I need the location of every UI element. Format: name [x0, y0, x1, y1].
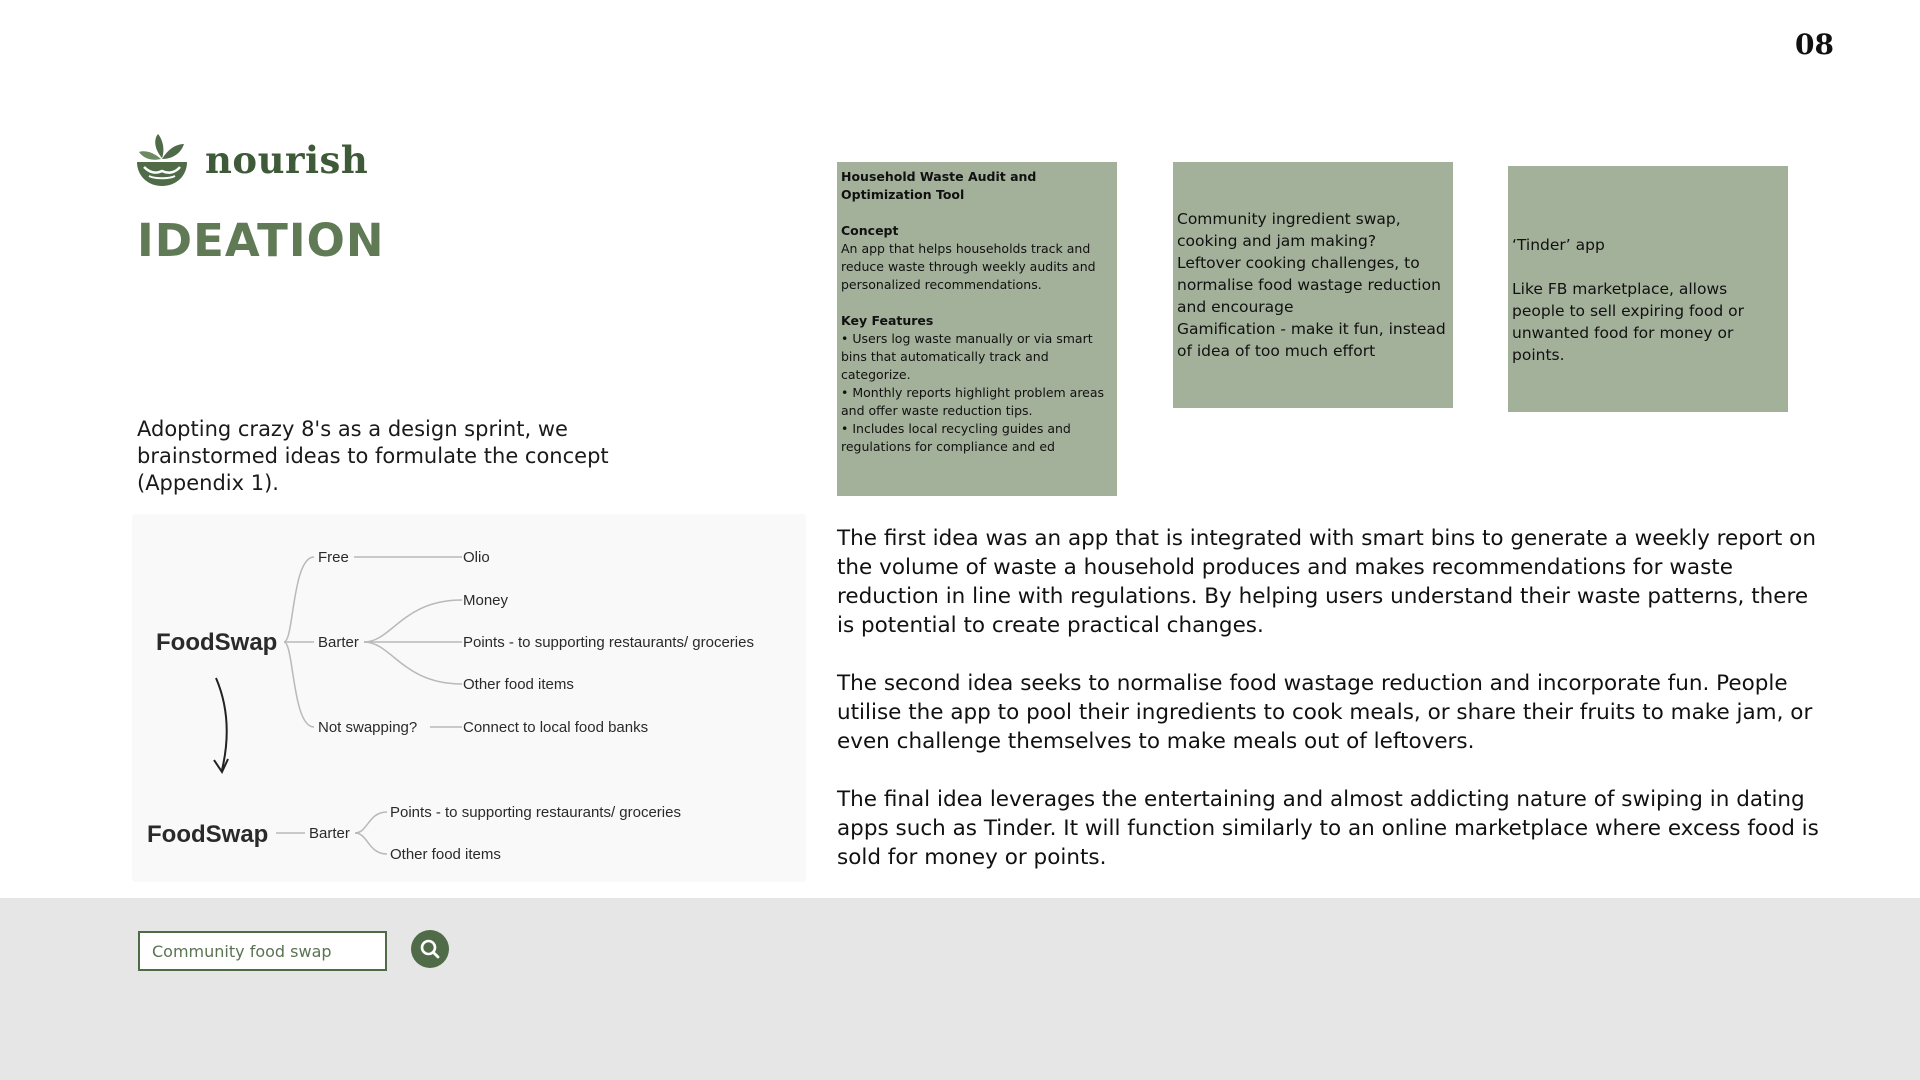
concept-text: An app that helps households track and reduce waste through weekly audits and personalized recommendations.: [841, 241, 1096, 292]
card-title: Household Waste Audit and Optimization Tool: [841, 169, 1037, 202]
branch-not-swapping: Not swapping?: [318, 719, 418, 736]
page-title: IDEATION: [137, 214, 385, 267]
card-line: Like FB marketplace, allows people to sell expiring food or unwanted food for money or points.: [1512, 280, 1745, 364]
down-arrow-icon: [216, 678, 227, 770]
leaf-food-banks: Connect to local food banks: [463, 719, 649, 736]
connector: [355, 833, 387, 854]
leaf-money: Money: [463, 592, 509, 609]
card-line: Gamification - make it fun, instead of idea of too much effort: [1177, 320, 1446, 360]
card-line: Leftover cooking challenges, to normalise food wastage reduction and encourage: [1177, 254, 1441, 316]
feature-item: • Users log waste manually or via smart bins that automatically track and categorize.: [841, 331, 1093, 382]
mind-map-diagram: [132, 514, 806, 882]
connector: [355, 812, 387, 833]
leaf-hands-bowl-icon: [135, 132, 189, 188]
brand-name: nourish: [205, 138, 369, 182]
feature-item: • Includes local recycling guides and regulations for compliance and ed: [841, 421, 1071, 454]
concept-heading: Concept: [841, 223, 899, 238]
bottom-branch-barter: Barter: [309, 825, 350, 842]
features-heading: Key Features: [841, 313, 934, 328]
card-line: Community ingredient swap, cooking and jam making?: [1177, 210, 1401, 250]
leaf-points: Points - to supporting restaurants/ groceries: [463, 634, 754, 651]
mind-map: [132, 514, 806, 882]
idea-card-waste-audit: [837, 162, 1117, 496]
search-icon: [418, 937, 442, 961]
branch-free: Free: [318, 549, 349, 566]
branch-barter: Barter: [318, 634, 359, 651]
card-line: ‘Tinder’ app: [1512, 236, 1605, 254]
connector: [364, 600, 462, 642]
search-button[interactable]: [411, 930, 449, 968]
feature-item: • Monthly reports highlight problem areas and offer waste reduction tips.: [841, 385, 1105, 418]
paragraph-first-idea: The first idea was an app that is integrated with smart bins to generate a weekly report on the volume of waste a household produces and makes recommendations for waste reduction in line with regulations. By helping users understand their waste patterns, there is potential to create practical changes.: [837, 526, 1816, 638]
paragraph-final-idea: The final idea leverages the entertaining and almost addicting nature of swiping in dating apps such as Tinder. It will function similarly to an online marketplace where excess food is sold for money or points.: [837, 787, 1819, 870]
leaf-olio: Olio: [463, 549, 490, 566]
paragraph-second-idea: The second idea seeks to normalise food wastage reduction and incorporate fun. People utilise the app to pool their ingredients to cook meals, or share their fruits to make jam, or even challenge themselves to make meals out of leftovers.: [837, 671, 1813, 754]
idea-card-ingredient-swap: [1173, 162, 1453, 408]
idea-card-tinder-app: [1508, 166, 1788, 412]
connector: [364, 642, 462, 684]
connector: [284, 642, 314, 727]
footer-bar: [0, 898, 1920, 1080]
bottom-leaf-other-food: Other food items: [390, 846, 501, 863]
ideas-description: [837, 524, 1827, 901]
connector: [284, 557, 314, 642]
intro-text: Adopting crazy 8's as a design sprint, we brainstormed ideas to formulate the concept (Appendix 1).: [137, 417, 609, 495]
brand-logo-group: [135, 132, 368, 188]
bottom-leaf-points: Points - to supporting restaurants/ groceries: [390, 804, 681, 821]
mindmap-root-bottom: FoodSwap: [147, 821, 269, 848]
leaf-other-food: Other food items: [463, 676, 574, 693]
mindmap-root-top: FoodSwap: [156, 629, 278, 656]
arrow-head-icon: [214, 759, 228, 772]
page-number: 08: [1795, 28, 1834, 61]
search-input[interactable]: [138, 931, 387, 971]
